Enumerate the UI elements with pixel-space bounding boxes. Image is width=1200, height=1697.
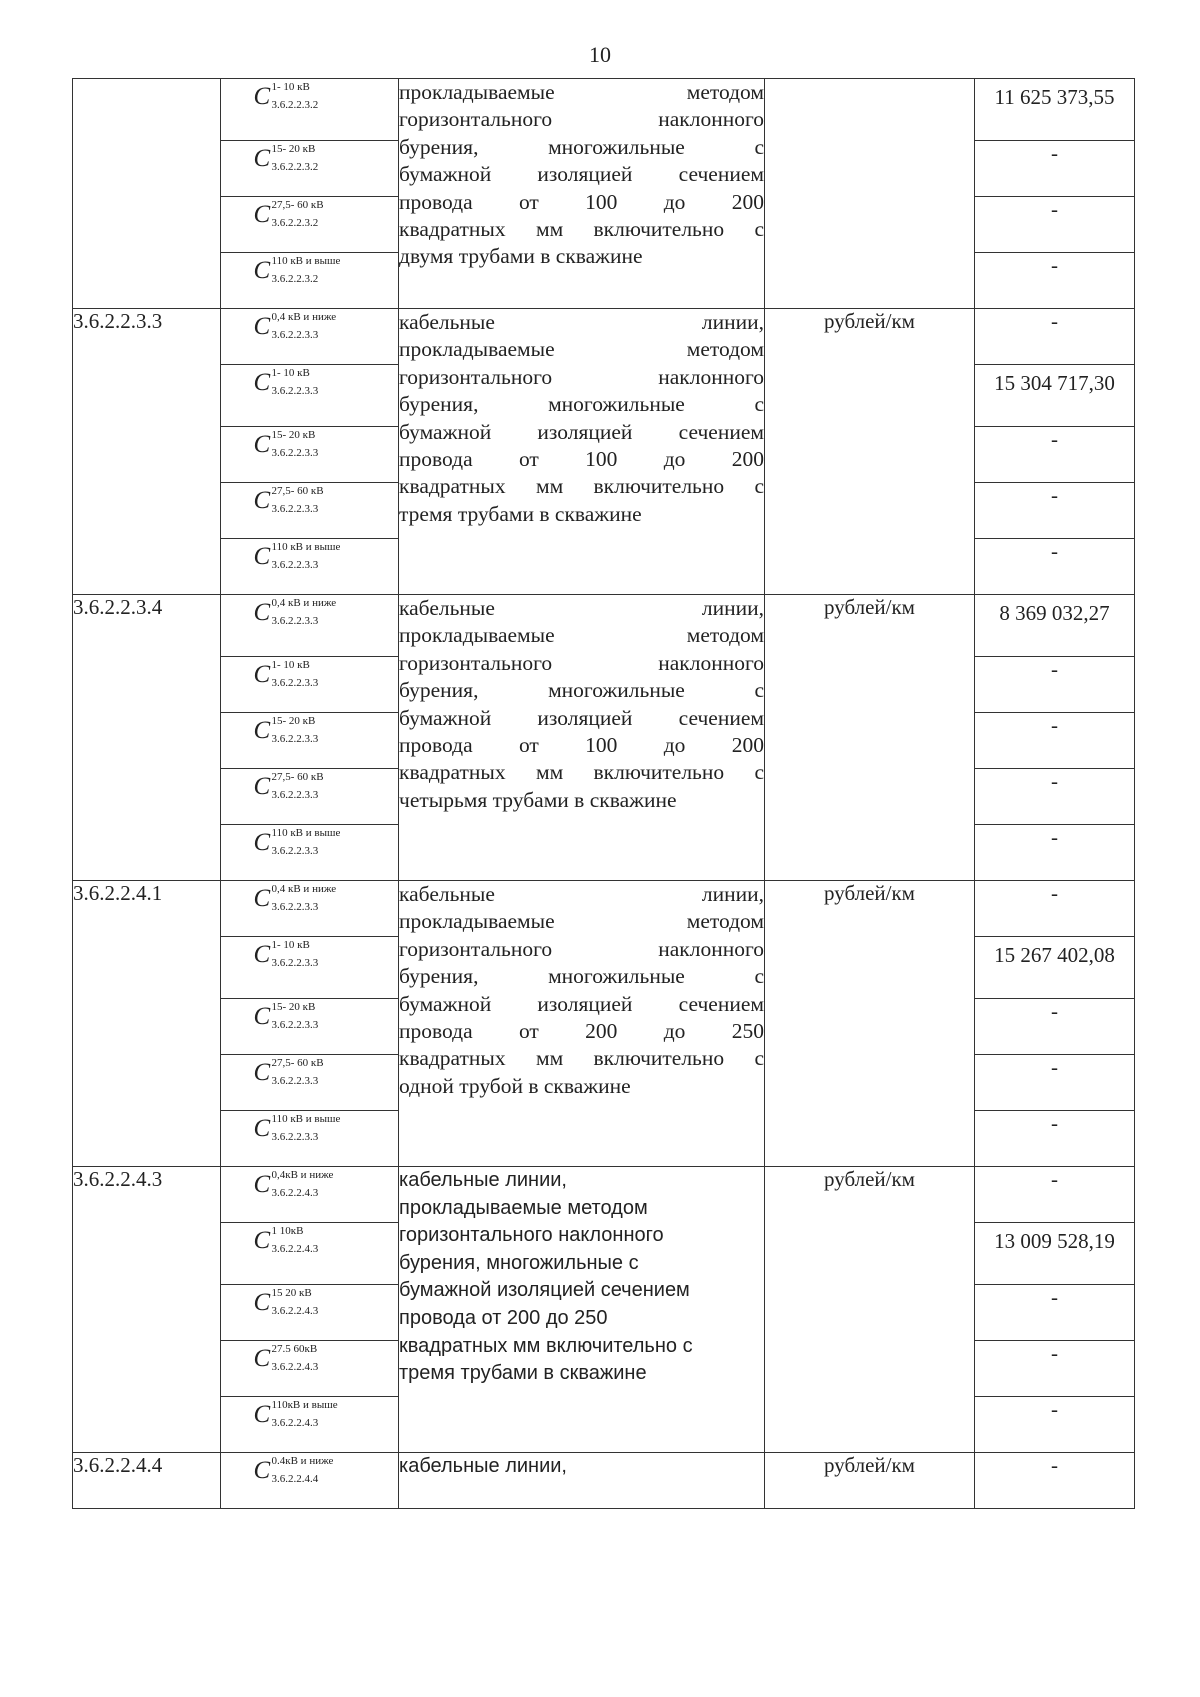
index-label: 3.6.2.2.4.3 [271,1187,319,1199]
rate-symbol [221,365,399,427]
table-row [73,1453,1135,1509]
c-letter: C [253,773,271,800]
row-code: 3.6.2.2.4.4 [73,1453,221,1509]
index-label: 3.6.2.2.4.3 [271,1361,319,1373]
description-line: бурения, многожильные с [399,1251,639,1274]
index-label: 3.6.2.2.3.3 [271,1131,319,1143]
c-letter: C [253,885,271,912]
table-row [73,79,1135,141]
c-symbol [250,881,370,921]
c-letter: C [253,717,271,744]
rate-symbol [221,1453,399,1509]
c-symbol [250,769,370,809]
description-line: квадратных мм включительно с [399,760,764,785]
index-label: 3.6.2.2.3.2 [271,99,319,111]
rate-symbol [221,79,399,141]
table-row [73,595,1135,657]
index-label: 3.6.2.2.3.3 [271,503,319,515]
index-label: 3.6.2.2.3.3 [271,901,319,913]
c-symbol [250,141,370,181]
rate-value: - [975,483,1135,539]
rate-value: - [975,309,1135,365]
rate-value: - [975,1285,1135,1341]
rate-value: - [975,539,1135,595]
c-symbol [250,1111,370,1151]
c-symbol [250,595,370,635]
c-letter: C [253,201,271,228]
voltage-label: 27.5 60кВ [271,1343,318,1355]
row-unit: рублей/км [765,309,975,595]
voltage-label: 15- 20 кВ [271,715,316,727]
description-line: бурения, многожильные с [399,678,764,703]
rate-value: - [975,1055,1135,1111]
c-letter: C [253,1171,271,1198]
row-code: 3.6.2.2.4.3 [73,1167,221,1453]
description-line: провода от 100 до 200 [399,733,764,758]
description-line: квадратных мм включительно с [399,474,764,499]
index-label: 3.6.2.2.4.3 [271,1305,319,1317]
index-label: 3.6.2.2.4.4 [271,1473,319,1485]
rate-symbol [221,1167,399,1223]
rate-value: 15 267 402,08 [975,937,1135,999]
description-line: горизонтального наклонного [399,1224,664,1247]
row-code: 3.6.2.2.4.1 [73,881,221,1167]
rate-value: - [975,1341,1135,1397]
row-unit: рублей/км [765,1453,975,1509]
description-line: прокладываемые методом [399,623,764,648]
index-label: 3.6.2.2.3.3 [271,1019,319,1031]
rate-symbol [221,141,399,197]
row-code [73,79,221,309]
description-line: прокладываемые методом [399,1196,648,1219]
row-description [399,595,765,881]
description-line: кабельные линии, [399,1169,567,1191]
c-letter: C [253,1227,271,1254]
description-line: одной трубой в скважине [399,1073,631,1098]
voltage-label: 0,4 кВ и ниже [271,311,337,323]
description-line: горизонтального наклонного [399,650,764,675]
row-description [399,1167,765,1453]
c-letter: C [253,487,271,514]
c-symbol [250,1223,370,1263]
row-unit: рублей/км [765,881,975,1167]
rate-symbol [221,825,399,881]
table-row [73,1167,1135,1223]
rate-symbol [221,595,399,657]
c-symbol [250,1285,370,1325]
rate-symbol [221,937,399,999]
table-row [73,881,1135,937]
description-line: бурения, многожильные с [399,964,764,989]
c-letter: C [253,661,271,688]
index-label: 3.6.2.2.3.3 [271,447,319,459]
description-line: кабельные линии, [399,882,764,906]
c-symbol [250,1167,370,1207]
description-line: кабельные линии, [399,596,764,620]
row-unit: рублей/км [765,595,975,881]
rate-symbol [221,713,399,769]
row-description [399,79,765,309]
description-line: бурения, многожильные с [399,134,764,159]
rate-symbol [221,483,399,539]
c-symbol [250,483,370,523]
rate-symbol [221,309,399,365]
description-line: бумажной изоляцией сечением [399,419,764,444]
rate-symbol [221,657,399,713]
voltage-label: 15 20 кВ [271,1287,312,1299]
index-label: 3.6.2.2.3.3 [271,1075,319,1087]
c-letter: C [253,599,271,626]
c-symbol [250,1341,370,1381]
voltage-label: 1- 10 кВ [271,659,310,671]
index-label: 3.6.2.2.4.3 [271,1417,319,1429]
c-letter: C [253,543,271,570]
c-letter: C [253,83,271,110]
row-description [399,881,765,1167]
rate-symbol [221,427,399,483]
row-unit [765,79,975,309]
voltage-label: 1 10кВ [271,1225,304,1237]
rate-value: 8 369 032,27 [975,595,1135,657]
c-symbol [250,1397,370,1437]
c-letter: C [253,431,271,458]
row-unit: рублей/км [765,1167,975,1453]
rate-value: 11 625 373,55 [975,79,1135,141]
rate-value: - [975,713,1135,769]
voltage-label: 1- 10 кВ [271,939,310,951]
description-line: провода от 100 до 200 [399,189,764,214]
description-line: бумажной изоляцией сечением [399,705,764,730]
description-line: провода от 200 до 250 [399,1019,764,1044]
rate-value: 13 009 528,19 [975,1223,1135,1285]
description-line: четырьмя трубами в скважине [399,787,677,812]
voltage-label: 1- 10 кВ [271,81,310,93]
table-row [73,309,1135,365]
voltage-label: 15- 20 кВ [271,143,316,155]
c-letter: C [253,1003,271,1030]
voltage-label: 0,4кВ и ниже [271,1169,334,1181]
c-letter: C [253,1401,271,1428]
index-label: 3.6.2.2.3.3 [271,845,319,857]
c-letter: C [253,1059,271,1086]
index-label: 3.6.2.2.3.2 [271,217,319,229]
rate-symbol [221,253,399,309]
c-symbol [250,999,370,1039]
rate-symbol [221,1341,399,1397]
c-letter: C [253,1345,271,1372]
voltage-label: 27,5- 60 кВ [271,199,324,211]
c-letter: C [253,313,271,340]
voltage-label: 1- 10 кВ [271,367,310,379]
index-label: 3.6.2.2.3.3 [271,385,319,397]
rate-symbol [221,1285,399,1341]
rate-value: - [975,657,1135,713]
description-line: бурения, многожильные с [399,392,764,417]
index-label: 3.6.2.2.3.3 [271,789,319,801]
rate-symbol [221,769,399,825]
description-line: тремя трубами в скважине [399,501,642,526]
voltage-label: 0,4 кВ и ниже [271,597,337,609]
row-description [399,309,765,595]
voltage-label: 110 кВ и выше [271,255,341,267]
description-line: квадратных мм включительно с [399,217,764,242]
c-symbol [250,79,370,119]
c-letter: C [253,1115,271,1142]
index-label: 3.6.2.2.3.2 [271,273,319,285]
c-symbol [250,1055,370,1095]
c-letter: C [253,941,271,968]
page-number: 10 [589,42,611,67]
index-label: 3.6.2.2.3.3 [271,733,319,745]
voltage-label: 15- 20 кВ [271,1001,316,1013]
c-symbol [250,253,370,293]
index-label: 3.6.2.2.3.3 [271,615,319,627]
c-symbol [250,657,370,697]
index-label: 3.6.2.2.3.3 [271,329,319,341]
rate-value: - [975,1167,1135,1223]
index-label: 3.6.2.2.4.3 [271,1243,319,1255]
description-line: прокладываемые методом [399,909,764,934]
row-description [399,1453,765,1509]
c-letter: C [253,829,271,856]
c-letter: C [253,1289,271,1316]
voltage-label: 110 кВ и выше [271,1113,341,1125]
description-line: провода от 200 до 250 [399,1306,608,1329]
c-letter: C [253,369,271,396]
index-label: 3.6.2.2.3.3 [271,957,319,969]
c-symbol [250,197,370,237]
c-letter: C [253,145,271,172]
rate-symbol [221,1223,399,1285]
voltage-label: 27,5- 60 кВ [271,1057,324,1069]
rate-value: - [975,1111,1135,1167]
rate-value: - [975,1453,1135,1509]
description-line: бумажной изоляцией сечением [399,991,764,1016]
rate-symbol [221,197,399,253]
c-symbol [250,1453,370,1493]
rate-symbol [221,881,399,937]
tariff-table [72,78,1135,1509]
rate-value: - [975,1397,1135,1453]
rate-value: - [975,999,1135,1055]
index-label: 3.6.2.2.3.2 [271,161,319,173]
rate-symbol [221,539,399,595]
row-code: 3.6.2.2.3.4 [73,595,221,881]
index-label: 3.6.2.2.3.3 [271,559,319,571]
description-line: бумажной изоляцией сечением [399,162,764,187]
c-symbol [250,937,370,977]
voltage-label: 27,5- 60 кВ [271,485,324,497]
c-symbol [250,825,370,865]
voltage-label: 0.4кВ и ниже [271,1455,334,1467]
rate-value: - [975,427,1135,483]
description-line: бумажной изоляцией сечением [399,1279,690,1302]
index-label: 3.6.2.2.3.3 [271,677,319,689]
description-line: горизонтального наклонного [399,107,764,132]
description-line: двумя трубами в скважине [399,244,643,269]
rate-symbol [221,999,399,1055]
description-line: кабельные линии, [399,1455,567,1477]
voltage-label: 0,4 кВ и ниже [271,883,337,895]
description-line: провода от 100 до 200 [399,447,764,472]
description-line: горизонтального наклонного [399,936,764,961]
c-symbol [250,365,370,405]
rate-value: - [975,253,1135,309]
voltage-label: 110кВ и выше [271,1399,338,1411]
c-symbol [250,309,370,349]
rate-value: - [975,881,1135,937]
c-symbol [250,427,370,467]
description-line: квадратных мм включительно с [399,1334,693,1357]
voltage-label: 110 кВ и выше [271,541,341,553]
rate-symbol [221,1111,399,1167]
c-symbol [250,539,370,579]
voltage-label: 15- 20 кВ [271,429,316,441]
rate-value: 15 304 717,30 [975,365,1135,427]
rate-value: - [975,825,1135,881]
description-line: горизонтального наклонного [399,364,764,389]
description-line: прокладываемые методом [399,80,764,104]
voltage-label: 110 кВ и выше [271,827,341,839]
rate-symbol [221,1397,399,1453]
description-line: квадратных мм включительно с [399,1046,764,1071]
description-line: кабельные линии, [399,310,764,334]
c-letter: C [253,1457,271,1484]
row-code: 3.6.2.2.3.3 [73,309,221,595]
rate-symbol [221,1055,399,1111]
description-line: тремя трубами в скважине [399,1362,647,1385]
c-letter: C [253,257,271,284]
description-line: прокладываемые методом [399,337,764,362]
rate-value: - [975,197,1135,253]
c-symbol [250,713,370,753]
voltage-label: 27,5- 60 кВ [271,771,324,783]
rate-value: - [975,769,1135,825]
rate-value: - [975,141,1135,197]
